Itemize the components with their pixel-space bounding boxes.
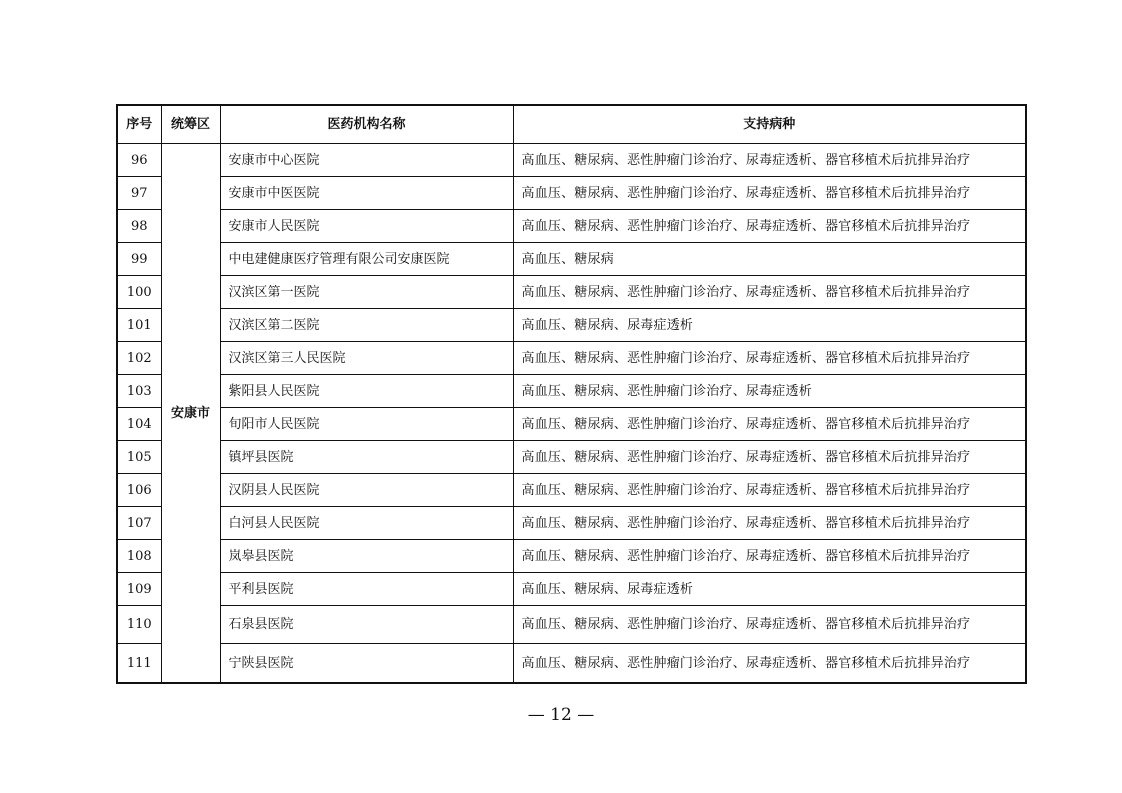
- cell-diseases: 高血压、糖尿病、尿毒症透析: [513, 309, 1026, 342]
- cell-diseases: 高血压、糖尿病、恶性肿瘤门诊治疗、尿毒症透析、器官移植术后抗排异治疗: [513, 540, 1026, 573]
- cell-institution-name: 白河县人民医院: [220, 507, 513, 540]
- header-no: 序号: [117, 105, 161, 144]
- cell-diseases: 高血压、糖尿病、恶性肿瘤门诊治疗、尿毒症透析、器官移植术后抗排异治疗: [513, 144, 1026, 177]
- cell-no: 101: [117, 309, 161, 342]
- cell-diseases: 高血压、糖尿病、恶性肿瘤门诊治疗、尿毒症透析、器官移植术后抗排异治疗: [513, 342, 1026, 375]
- table-row: [117, 408, 1026, 441]
- cell-region: 安康市: [161, 144, 220, 684]
- page-number: — 12 —: [527, 705, 595, 725]
- cell-institution-name: 宁陕县医院: [220, 644, 513, 684]
- cell-institution-name: 紫阳县人民医院: [220, 375, 513, 408]
- cell-diseases: 高血压、糖尿病、恶性肿瘤门诊治疗、尿毒症透析、器官移植术后抗排异治疗: [513, 177, 1026, 210]
- cell-institution-name: 安康市中心医院: [220, 144, 513, 177]
- cell-institution-name: 安康市中医医院: [220, 177, 513, 210]
- cell-institution-name: 安康市人民医院: [220, 210, 513, 243]
- cell-institution-name: 汉滨区第三人民医院: [220, 342, 513, 375]
- cell-institution-name: 中电建健康医疗管理有限公司安康医院: [220, 243, 513, 276]
- cell-no: 97: [117, 177, 161, 210]
- table-row: [117, 177, 1026, 210]
- table-row: [117, 644, 1026, 684]
- cell-no: 100: [117, 276, 161, 309]
- cell-no: 106: [117, 474, 161, 507]
- cell-institution-name: 汉滨区第一医院: [220, 276, 513, 309]
- cell-diseases: 高血压、糖尿病、恶性肿瘤门诊治疗、尿毒症透析、器官移植术后抗排异治疗: [513, 408, 1026, 441]
- table-row: [117, 342, 1026, 375]
- table-row: [117, 507, 1026, 540]
- cell-institution-name: 汉阴县人民医院: [220, 474, 513, 507]
- cell-institution-name: 石泉县医院: [220, 606, 513, 644]
- cell-institution-name: 汉滨区第二医院: [220, 309, 513, 342]
- cell-diseases: 高血压、糖尿病、恶性肿瘤门诊治疗、尿毒症透析、器官移植术后抗排异治疗: [513, 474, 1026, 507]
- cell-diseases: 高血压、糖尿病、恶性肿瘤门诊治疗、尿毒症透析、器官移植术后抗排异治疗: [513, 644, 1026, 684]
- table-row: [117, 309, 1026, 342]
- institution-table: [116, 104, 1027, 684]
- table-body: [117, 144, 1026, 684]
- cell-institution-name: 平利县医院: [220, 573, 513, 606]
- cell-diseases: 高血压、糖尿病、恶性肿瘤门诊治疗、尿毒症透析、器官移植术后抗排异治疗: [513, 507, 1026, 540]
- table-row: [117, 243, 1026, 276]
- cell-no: 98: [117, 210, 161, 243]
- cell-no: 102: [117, 342, 161, 375]
- cell-no: 110: [117, 606, 161, 644]
- table-row: [117, 441, 1026, 474]
- cell-diseases: 高血压、糖尿病、恶性肿瘤门诊治疗、尿毒症透析、器官移植术后抗排异治疗: [513, 210, 1026, 243]
- cell-no: 99: [117, 243, 161, 276]
- table-row: [117, 144, 1026, 177]
- cell-diseases: 高血压、糖尿病、尿毒症透析: [513, 573, 1026, 606]
- cell-no: 109: [117, 573, 161, 606]
- table-row: [117, 606, 1026, 644]
- cell-diseases: 高血压、糖尿病、恶性肿瘤门诊治疗、尿毒症透析、器官移植术后抗排异治疗: [513, 441, 1026, 474]
- cell-no: 103: [117, 375, 161, 408]
- table-header-row: [117, 105, 1026, 144]
- table-row: [117, 210, 1026, 243]
- cell-diseases: 高血压、糖尿病、恶性肿瘤门诊治疗、尿毒症透析、器官移植术后抗排异治疗: [513, 606, 1026, 644]
- cell-no: 105: [117, 441, 161, 474]
- cell-institution-name: 镇坪县医院: [220, 441, 513, 474]
- table-row: [117, 474, 1026, 507]
- cell-no: 111: [117, 644, 161, 684]
- cell-no: 108: [117, 540, 161, 573]
- cell-no: 107: [117, 507, 161, 540]
- cell-diseases: 高血压、糖尿病、恶性肿瘤门诊治疗、尿毒症透析: [513, 375, 1026, 408]
- header-region: 统筹区: [161, 105, 220, 144]
- table-row: [117, 375, 1026, 408]
- cell-institution-name: 岚皋县医院: [220, 540, 513, 573]
- cell-no: 96: [117, 144, 161, 177]
- header-diseases: 支持病种: [513, 105, 1026, 144]
- table-row: [117, 540, 1026, 573]
- table-row: [117, 573, 1026, 606]
- cell-diseases: 高血压、糖尿病: [513, 243, 1026, 276]
- cell-institution-name: 旬阳市人民医院: [220, 408, 513, 441]
- cell-no: 104: [117, 408, 161, 441]
- cell-diseases: 高血压、糖尿病、恶性肿瘤门诊治疗、尿毒症透析、器官移植术后抗排异治疗: [513, 276, 1026, 309]
- header-name: 医药机构名称: [220, 105, 513, 144]
- table-row: [117, 276, 1026, 309]
